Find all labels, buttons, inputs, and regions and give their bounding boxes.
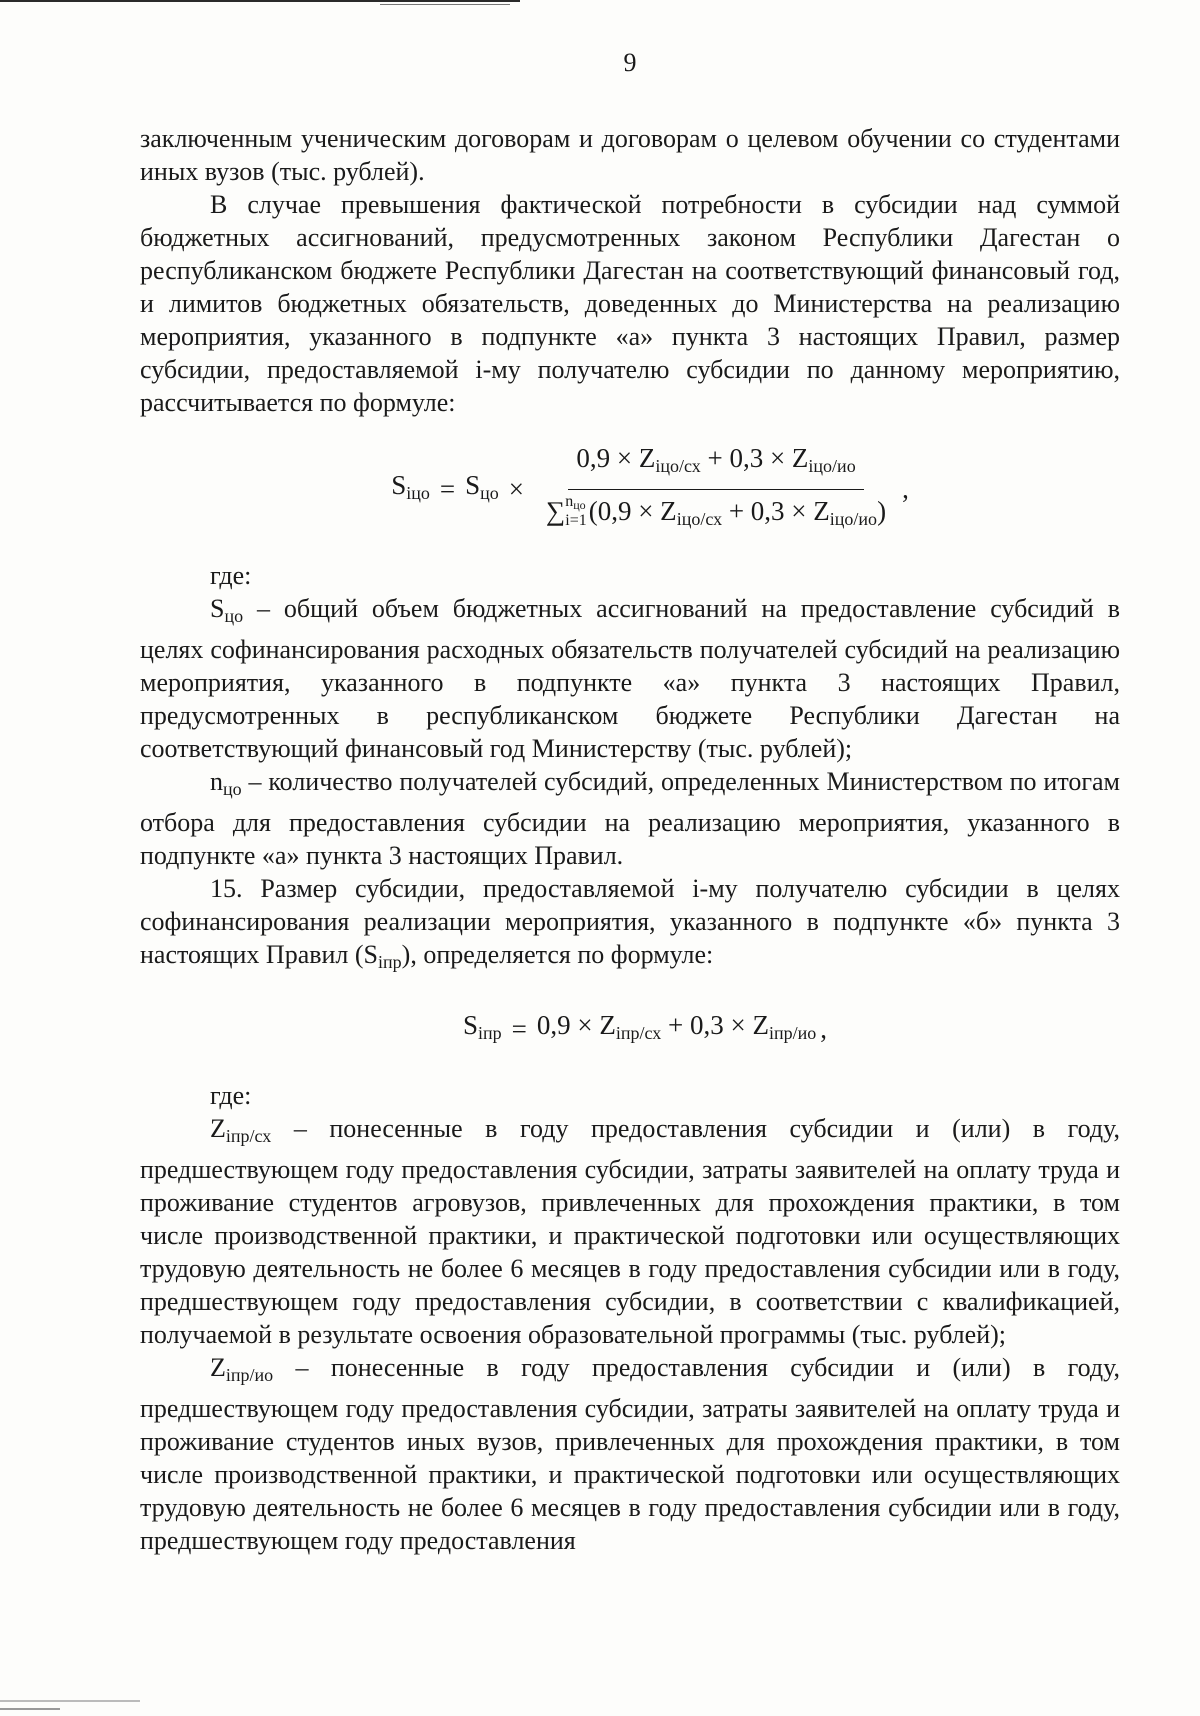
formula-numerator: $0,9 \times Z_{iцо/сх} + 0,3 \times Z_{iцо/ио}$	[568, 442, 863, 490]
definition-s-co: $S_{цо}$ – общий объем бюджетных ассигнований на предоставление субсидий в целях софинансирования расходных обязательств получателей субсидий на реализацию мероприятия, указанного в подпункте «а» пункта 3 настоящих Правил, предусмотренных в республиканском бюджете Республики Дагестан на соответствующий финансовый год Министерству (тыс. рублей);	[140, 594, 1120, 763]
definition-z-io: $Z_{iпр/ио}$ – понесенные в году предоставления субсидии и (или) в году, предшествующем году предоставления субсидии, затраты заявителей на оплату труда и проживание студентов иных вузов, привлеченных для прохождения практики, в том числе производственной практики, и практической подготовки или осуществляющих трудовую деятельность не более 6 месяцев в году предоставления субсидии или в году, предшествующем году предоставления	[140, 1353, 1120, 1555]
paragraph-excess-need: В случае превышения фактической потребности в субсидии над суммой бюджетных ассигнований, предусмотренных законом Республики Дагестан о республиканском бюджете Республики Дагестан на соответствующий финансовый год, и лимитов бюджетных обязательств, доведенных до Министерства на реализацию мероприятия, указанного в подпункте «а» пункта 3 настоящих Правил, размер субсидии, предоставляемой i-му получателю субсидии по данному мероприятию, рассчитывается по формуле:	[140, 190, 1120, 417]
formula-s-ico: $S_{iцо}$ = $S_{цо}$ × $0,9 \times Z_{iцо/сх} + 0,3 \times Z_{iцо/ио}$ ∑ $n_{цо}$ i=1 $(0,9 \times Z_{iцо/сх} + 0,3 \times Z_{iцо/ио})$ ,	[140, 419, 1120, 559]
formula-denominator: ∑ $n_{цо}$ i=1 $(0,9 \times Z_{iцо/сх} + 0,3 \times Z_{iцо/ио})$	[546, 493, 887, 529]
formula-lhs: $S_{iпр}$	[462, 1009, 502, 1043]
formula-s-ipr: $S_{iпр}$ = $0,9 \times Z_{iпр/сх} + 0,3 \times Z_{iпр/ио}$ ,	[140, 979, 1120, 1079]
scan-edge-line	[0, 0, 520, 2]
document-body	[140, 122, 1120, 1557]
formula-rhs: $0,9 \times Z_{iпр/сх} + 0,3 \times Z_{iпр/ио}$	[536, 1009, 817, 1043]
definition-z-sx: $Z_{iпр/сх}$ – понесенные в году предоставления субсидии и (или) в году, предшествующем году предоставления субсидии, затраты заявителей на оплату труда и проживание студентов агровузов, привлеченных для прохождения практики, в том числе производственной практики, и практической подготовки или осуществляющих трудовую деятельность не более 6 месяцев в году предоставления субсидии или в году, предшествующем году предоставления субсидии, в соответствии с квалификацией, получаемой в результате освоения образовательной программы (тыс. рублей);	[140, 1114, 1120, 1349]
where-label: где:	[210, 1081, 252, 1110]
formula-lhs: $S_{iцо}$	[391, 469, 430, 503]
page-number: 9	[623, 48, 637, 77]
scan-edge-line	[380, 4, 510, 5]
sum-symbol: ∑	[546, 496, 566, 526]
scan-edge-line	[0, 1708, 60, 1710]
paragraph-continued: заключенным ученическим договорам и договорам о целевом обучении со студентами иных вузов (тыс. рублей).	[140, 124, 1120, 186]
scan-edge-line	[0, 1700, 140, 1702]
formula-s-co: $S_{цо}$	[465, 469, 499, 503]
where-label: где:	[210, 561, 252, 590]
paragraph-15: 15. Размер субсидии, предоставляемой i-му получателю субсидии в целях софинансирования реализации мероприятия, указанного в подпункте «б» пункта 3 настоящих Правил $(S_{iпр})$, определяется по формуле:	[140, 874, 1120, 972]
formula-fraction	[538, 442, 894, 536]
definition-n-co: $n_{цо}$ – количество получателей субсидий, определенных Министерством по итогам отбора для предоставления субсидии на реализацию мероприятия, указанного в подпункте «а» пункта 3 настоящих Правил.	[140, 767, 1120, 870]
